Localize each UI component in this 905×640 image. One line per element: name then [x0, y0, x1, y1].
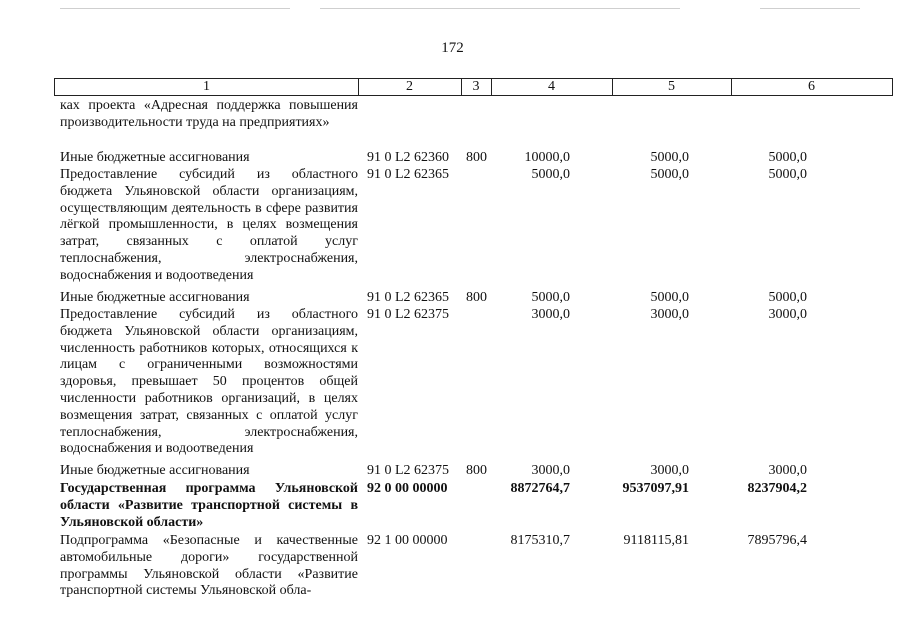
- row-value-col6: 3000,0: [768, 307, 807, 322]
- row-expense-type: 800: [466, 150, 487, 165]
- row-description: Предоставление субсидий из областного бюджета Ульяновской области организациям, осуществляющим деятельность в сфере развития лёгкой промышленности, в целях возмещения затрат, связанных с оплатой услуг теплоснабжения, электроснабжения, водоснабжения и водоотведения: [60, 167, 358, 283]
- scan-artifact: [760, 8, 860, 9]
- header-col-5: 5: [668, 79, 675, 94]
- row-value-col4: 8872764,7: [510, 481, 570, 496]
- row-code: 91 0 L2 62365: [367, 167, 450, 182]
- row-value-col5: 9118115,81: [623, 533, 689, 548]
- row-description: Государственная программа Ульяновской области «Развитие транспортной системы в Ульяновской области»: [60, 481, 358, 530]
- row-value-col5: 9537097,91: [622, 481, 689, 496]
- scan-artifact: [60, 8, 290, 9]
- row-value-col6: 5000,0: [768, 150, 807, 165]
- row-value-col5: 5000,0: [650, 290, 689, 305]
- row-code: 92 1 00 00000: [367, 533, 448, 548]
- row-value-col4: 3000,0: [531, 463, 570, 478]
- row-description: Иные бюджетные ассигнования: [60, 290, 250, 305]
- row-code: 92 0 00 00000: [367, 481, 448, 496]
- page-number: 172: [441, 40, 464, 56]
- row-value-col6: 7895796,4: [747, 533, 807, 548]
- row-code: 91 0 L2 62365: [367, 290, 450, 305]
- header-col-3: 3: [472, 79, 480, 94]
- row-code: 91 0 L2 62375: [367, 463, 450, 478]
- row-value-col6: 5000,0: [768, 167, 807, 182]
- row-expense-type: 800: [466, 463, 487, 478]
- row-value-col6: 8237904,2: [747, 481, 807, 496]
- row-description: Подпрограмма «Безопасные и качественные автомобильные дороги» государственной программы Ульяновской области «Развитие транспортной системы Ульяновской обла-: [60, 533, 358, 599]
- header-col-2: 2: [406, 79, 413, 94]
- header-col-1: 1: [203, 79, 210, 94]
- row-value-col6: 5000,0: [768, 290, 807, 305]
- scan-artifact: [320, 8, 680, 9]
- row-value-col5: 5000,0: [650, 167, 689, 182]
- row-description: Иные бюджетные ассигнования: [60, 150, 250, 165]
- row-description: Предоставление субсидий из областного бюджета Ульяновской области организациям, численность работников которых, относящихся к лицам с ограниченными возможностями здоровья, превышает 50 процентов общей численности работников организаций, в целях возмещения затрат, связанных с оплатой услуг теплоснабжения, электроснабжения, водоснабжения и водоотведения: [60, 307, 358, 457]
- row-value-col6: 3000,0: [768, 463, 807, 478]
- row-description: ках проекта «Адресная поддержка повышения производительности труда на предприятиях»: [60, 98, 358, 130]
- header-col-6: 6: [808, 79, 815, 94]
- row-value-col4: 8175310,7: [510, 533, 570, 548]
- row-value-col4: 3000,0: [531, 307, 570, 322]
- table-header: [54, 78, 893, 96]
- row-value-col4: 5000,0: [531, 290, 570, 305]
- header-col-4: 4: [548, 79, 555, 94]
- row-code: 91 0 L2 62375: [367, 307, 450, 322]
- row-value-col4: 5000,0: [531, 167, 570, 182]
- row-expense-type: 800: [466, 290, 487, 305]
- row-value-col5: 5000,0: [650, 150, 689, 165]
- row-value-col5: 3000,0: [650, 307, 689, 322]
- row-value-col5: 3000,0: [650, 463, 689, 478]
- row-description: Иные бюджетные ассигнования: [60, 463, 250, 478]
- row-value-col4: 10000,0: [524, 150, 570, 165]
- row-code: 91 0 L2 62360: [367, 150, 450, 165]
